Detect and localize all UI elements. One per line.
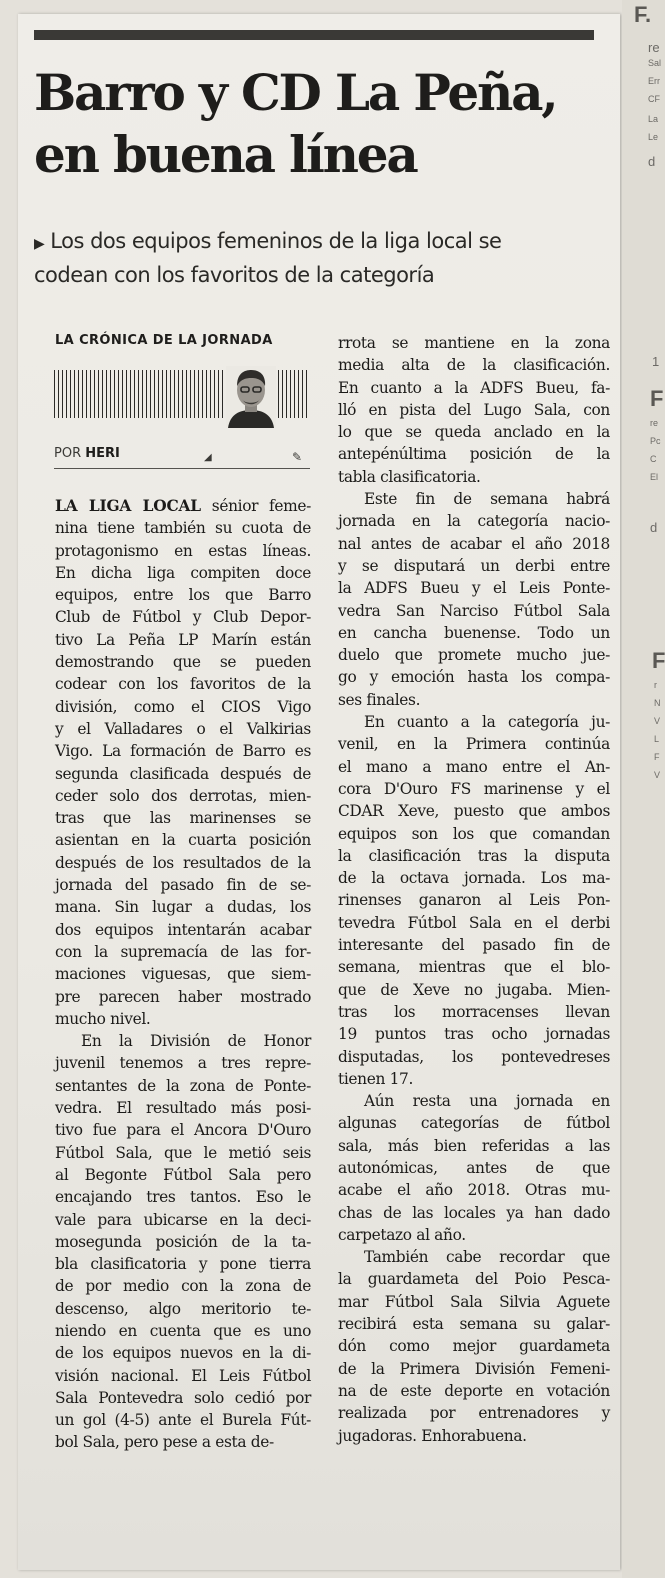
text-line: tevedra Fútbol Sala en el derbi (338, 913, 610, 932)
paragraph (55, 1030, 311, 1454)
byline-author: HERI (85, 446, 120, 461)
text-line: media alta de la clasificación. (338, 356, 610, 375)
margin-text: F (654, 752, 660, 762)
margin-text: V (654, 770, 661, 780)
text-line: autonómicas, antes de que (338, 1158, 610, 1177)
text-line: juvenil tenemos a tres repre- (55, 1054, 311, 1073)
text-line: go y emoción hasta los compa- (338, 668, 610, 687)
text-line: En dicha liga compiten doce (55, 563, 311, 582)
margin-text: Pc (650, 436, 661, 446)
margin-text: re (648, 40, 660, 55)
margin-text: V (654, 716, 661, 726)
text-line: 19 puntos tras ocho jornadas (338, 1025, 610, 1044)
text-line: un gol (4-5) ante el Burela Fút- (55, 1411, 311, 1430)
lead-in: LA LIGA LOCAL (55, 497, 201, 515)
text-line: Aún resta una jornada en (364, 1092, 610, 1111)
text-line: codear con los favoritos de la (55, 675, 311, 694)
margin-text: re (650, 418, 659, 428)
paragraph (338, 488, 610, 711)
text-line: tivo fue para el Ancora D'Ouro (55, 1121, 311, 1140)
text-line: segunda clasificada después de (55, 764, 311, 783)
text-line: mucho nivel. (55, 1009, 151, 1028)
text-line: En cuanto a la categoría ju- (364, 713, 610, 732)
paragraph (338, 332, 610, 488)
margin-text: C (650, 454, 657, 464)
text-line: rrota se mantiene en la zona (338, 334, 610, 352)
text-line: visión nacional. El Leis Fútbol (55, 1366, 311, 1385)
text-line: y el Valladares o el Valkirias (55, 719, 311, 738)
text-line: descenso, algo meritorio te- (55, 1299, 311, 1318)
margin-text: 1 (652, 354, 660, 369)
subtitle-line-1: Los dos equipos femeninos de la liga local se (50, 229, 502, 253)
text-line: Club de Fútbol y Club Depor- (55, 608, 311, 627)
text-line: mana. Sin lugar a dudas, los (55, 898, 311, 917)
text-line: tras que las marinenses se (55, 809, 311, 828)
text-line: dos equipos intentarán acabar (55, 920, 311, 939)
article-column-2 (338, 332, 610, 1447)
text-line: de los equipos nuevos en la di- (55, 1344, 311, 1363)
text-line (55, 495, 311, 517)
text-line: bol Sala, pero pese a esta de- (55, 1433, 274, 1452)
text-line: jugadoras. Enhorabuena. (338, 1426, 527, 1445)
subtitle (34, 226, 594, 291)
section-label: LA CRÓNICA DE LA JORNADA (55, 333, 273, 348)
text-line: na de este deporte en votación (338, 1381, 610, 1400)
text-line: maciones viguesas, que siem- (55, 965, 311, 984)
text-line: pre parecen haber mostrado (55, 987, 311, 1006)
text-line: con la supremacía de las for- (55, 942, 311, 961)
headline (34, 62, 594, 186)
text-line: realizada por entrenadores y (338, 1404, 610, 1423)
margin-text: F (652, 648, 665, 673)
text-line: duelo que promete mucho jue- (338, 646, 610, 665)
text-line: lo que se queda anclado en la (338, 423, 610, 442)
subtitle-line-2: codean con los favoritos de la categoría (34, 263, 435, 287)
text-line: También cabe recordar que (364, 1248, 610, 1267)
margin-text: CF (648, 94, 660, 104)
text-line: la guardameta del Poio Pesca- (338, 1270, 610, 1289)
text-line: chas de las locales ya han dado (338, 1203, 610, 1222)
paragraph (338, 1090, 610, 1246)
text-line: de la Primera División Femeni- (338, 1359, 610, 1378)
text-line: equipos, entre los que Barro (55, 586, 311, 605)
text-line: tabla clasificatoria. (338, 467, 481, 486)
text-line: semana, mientras que el blo- (338, 958, 610, 977)
paragraph (338, 1246, 610, 1447)
text-line: de la octava jornada. Los ma- (338, 869, 610, 888)
text-line: cora D'Ouro FS marinense y el (338, 779, 610, 798)
byline (54, 446, 310, 469)
text-line: acabe el año 2018. Otras mu- (338, 1181, 610, 1200)
text-line: interesante del pasado fin de (338, 936, 610, 955)
text-line: después de los resultados de la (55, 853, 311, 872)
text-line: En la División de Honor (81, 1032, 311, 1051)
text-line: jornada del pasado fin de se- (55, 876, 311, 895)
text-line: equipos son los que comandan (338, 824, 610, 843)
margin-text: Sal (648, 58, 662, 68)
text-line: sentantes de la zona de Ponte- (55, 1076, 311, 1095)
text-line: antepénúltima posición de la (338, 445, 610, 464)
text-line: tras los morracenses llevan (338, 1002, 610, 1021)
text-line: venil, en la Primera continúa (338, 735, 610, 754)
text-line: tivo La Peña LP Marín están (55, 630, 311, 649)
text-line: En cuanto a la ADFS Bueu, fa- (338, 378, 610, 397)
author-avatar (226, 366, 276, 428)
text-line: y se disputará un derbi entre (338, 556, 610, 575)
paragraph (55, 495, 311, 1030)
text-line: rinenses ganaron al Leis Pon- (338, 891, 610, 910)
header-rule (34, 30, 594, 40)
text-line: encajando tres tantos. Eso le (55, 1188, 311, 1207)
margin-text: F. (634, 2, 652, 27)
text-line: la clasificación tras la disputa (338, 846, 610, 865)
text-line: que de Xeve no jugaba. Mien- (338, 980, 610, 999)
pencil-icon: ✎ (292, 450, 303, 464)
text-line: el mano a mano entre el An- (338, 757, 610, 776)
triangle-bullet-icon: ▶ (34, 236, 45, 252)
text-line: algunas categorías de fútbol (338, 1114, 610, 1133)
text-line: bla clasificatoria y pone tierra (55, 1255, 311, 1274)
text-line: ses finales. (338, 690, 421, 709)
margin-text: r (654, 680, 657, 690)
margin-text: Err (648, 76, 660, 86)
text-line: niendo en cuenta que es uno (55, 1321, 311, 1340)
text-line: vale para ubicarse en la deci- (55, 1210, 311, 1229)
adjacent-column-margin (622, 0, 665, 1578)
text-line: asientan en la cuarta posición (55, 831, 311, 850)
text-line: tienen 17. (338, 1069, 414, 1088)
article-column-1 (55, 495, 311, 1454)
text-line: división, como el CIOS Vigo (55, 697, 311, 716)
text-line: Fútbol Sala, que le metió seis (55, 1143, 311, 1162)
text-line: Este fin de semana habrá (364, 490, 610, 509)
margin-text: N (654, 698, 661, 708)
margin-text: d (648, 154, 656, 169)
text-line: sala, más bien referidas a las (338, 1136, 610, 1155)
text-line: carpetazo al año. (338, 1225, 466, 1244)
text-line: en cancha buenense. Todo un (338, 623, 610, 642)
margin-text: L (654, 734, 660, 744)
text-line: al Begonte Fútbol Sala pero (55, 1165, 311, 1184)
text-line: mar Fútbol Sala Silvia Aguete (338, 1292, 610, 1311)
author-portrait-icon (226, 366, 276, 428)
paragraph (338, 711, 610, 1090)
text-line: Vigo. La formación de Barro es (55, 742, 311, 761)
text-line: demostrando que se pueden (55, 653, 311, 672)
text-line: mosegunda posición de la ta- (55, 1232, 311, 1251)
text-line: la ADFS Bueu y el Leis Ponte- (338, 579, 610, 598)
text-line: vedra. El resultado más posi- (55, 1099, 311, 1118)
text-line: de por medio con la zona de (55, 1277, 311, 1296)
text-line: nal antes de acabar el año 2018 (338, 534, 610, 553)
text-line: Sala Pontevedra solo cedió por (55, 1388, 311, 1407)
text-line: lló en pista del Lugo Sala, con (338, 400, 610, 419)
text-line: CDAR Xeve, puesto que ambos (338, 802, 610, 821)
text-line: nina tiene también su cuota de (55, 519, 311, 538)
text-line: vedra San Narciso Fútbol Sala (338, 601, 610, 620)
text-line: disputadas, los pontevedreses (338, 1047, 610, 1066)
margin-text: d (650, 520, 658, 535)
margin-text: La (648, 114, 659, 124)
byline-prefix: POR (54, 446, 82, 461)
headline-line-2: en buena línea (34, 125, 417, 184)
lead-text: sénior feme- (200, 497, 311, 515)
mouse-cursor-icon: ◢ (204, 452, 212, 463)
margin-text: F (650, 386, 664, 411)
text-line: dón como mejor guardameta (338, 1337, 610, 1356)
text-line: jornada en la categoría nacio- (338, 512, 610, 531)
text-line: ceder solo dos derrotas, mien- (55, 786, 311, 805)
headline-line-1: Barro y CD La Peña, (34, 63, 557, 122)
text-line: protagonismo en estas líneas. (55, 541, 311, 560)
margin-text: Le (648, 132, 659, 142)
text-line: recibirá esta semana su galar- (338, 1315, 610, 1334)
margin-text: El (650, 472, 659, 482)
